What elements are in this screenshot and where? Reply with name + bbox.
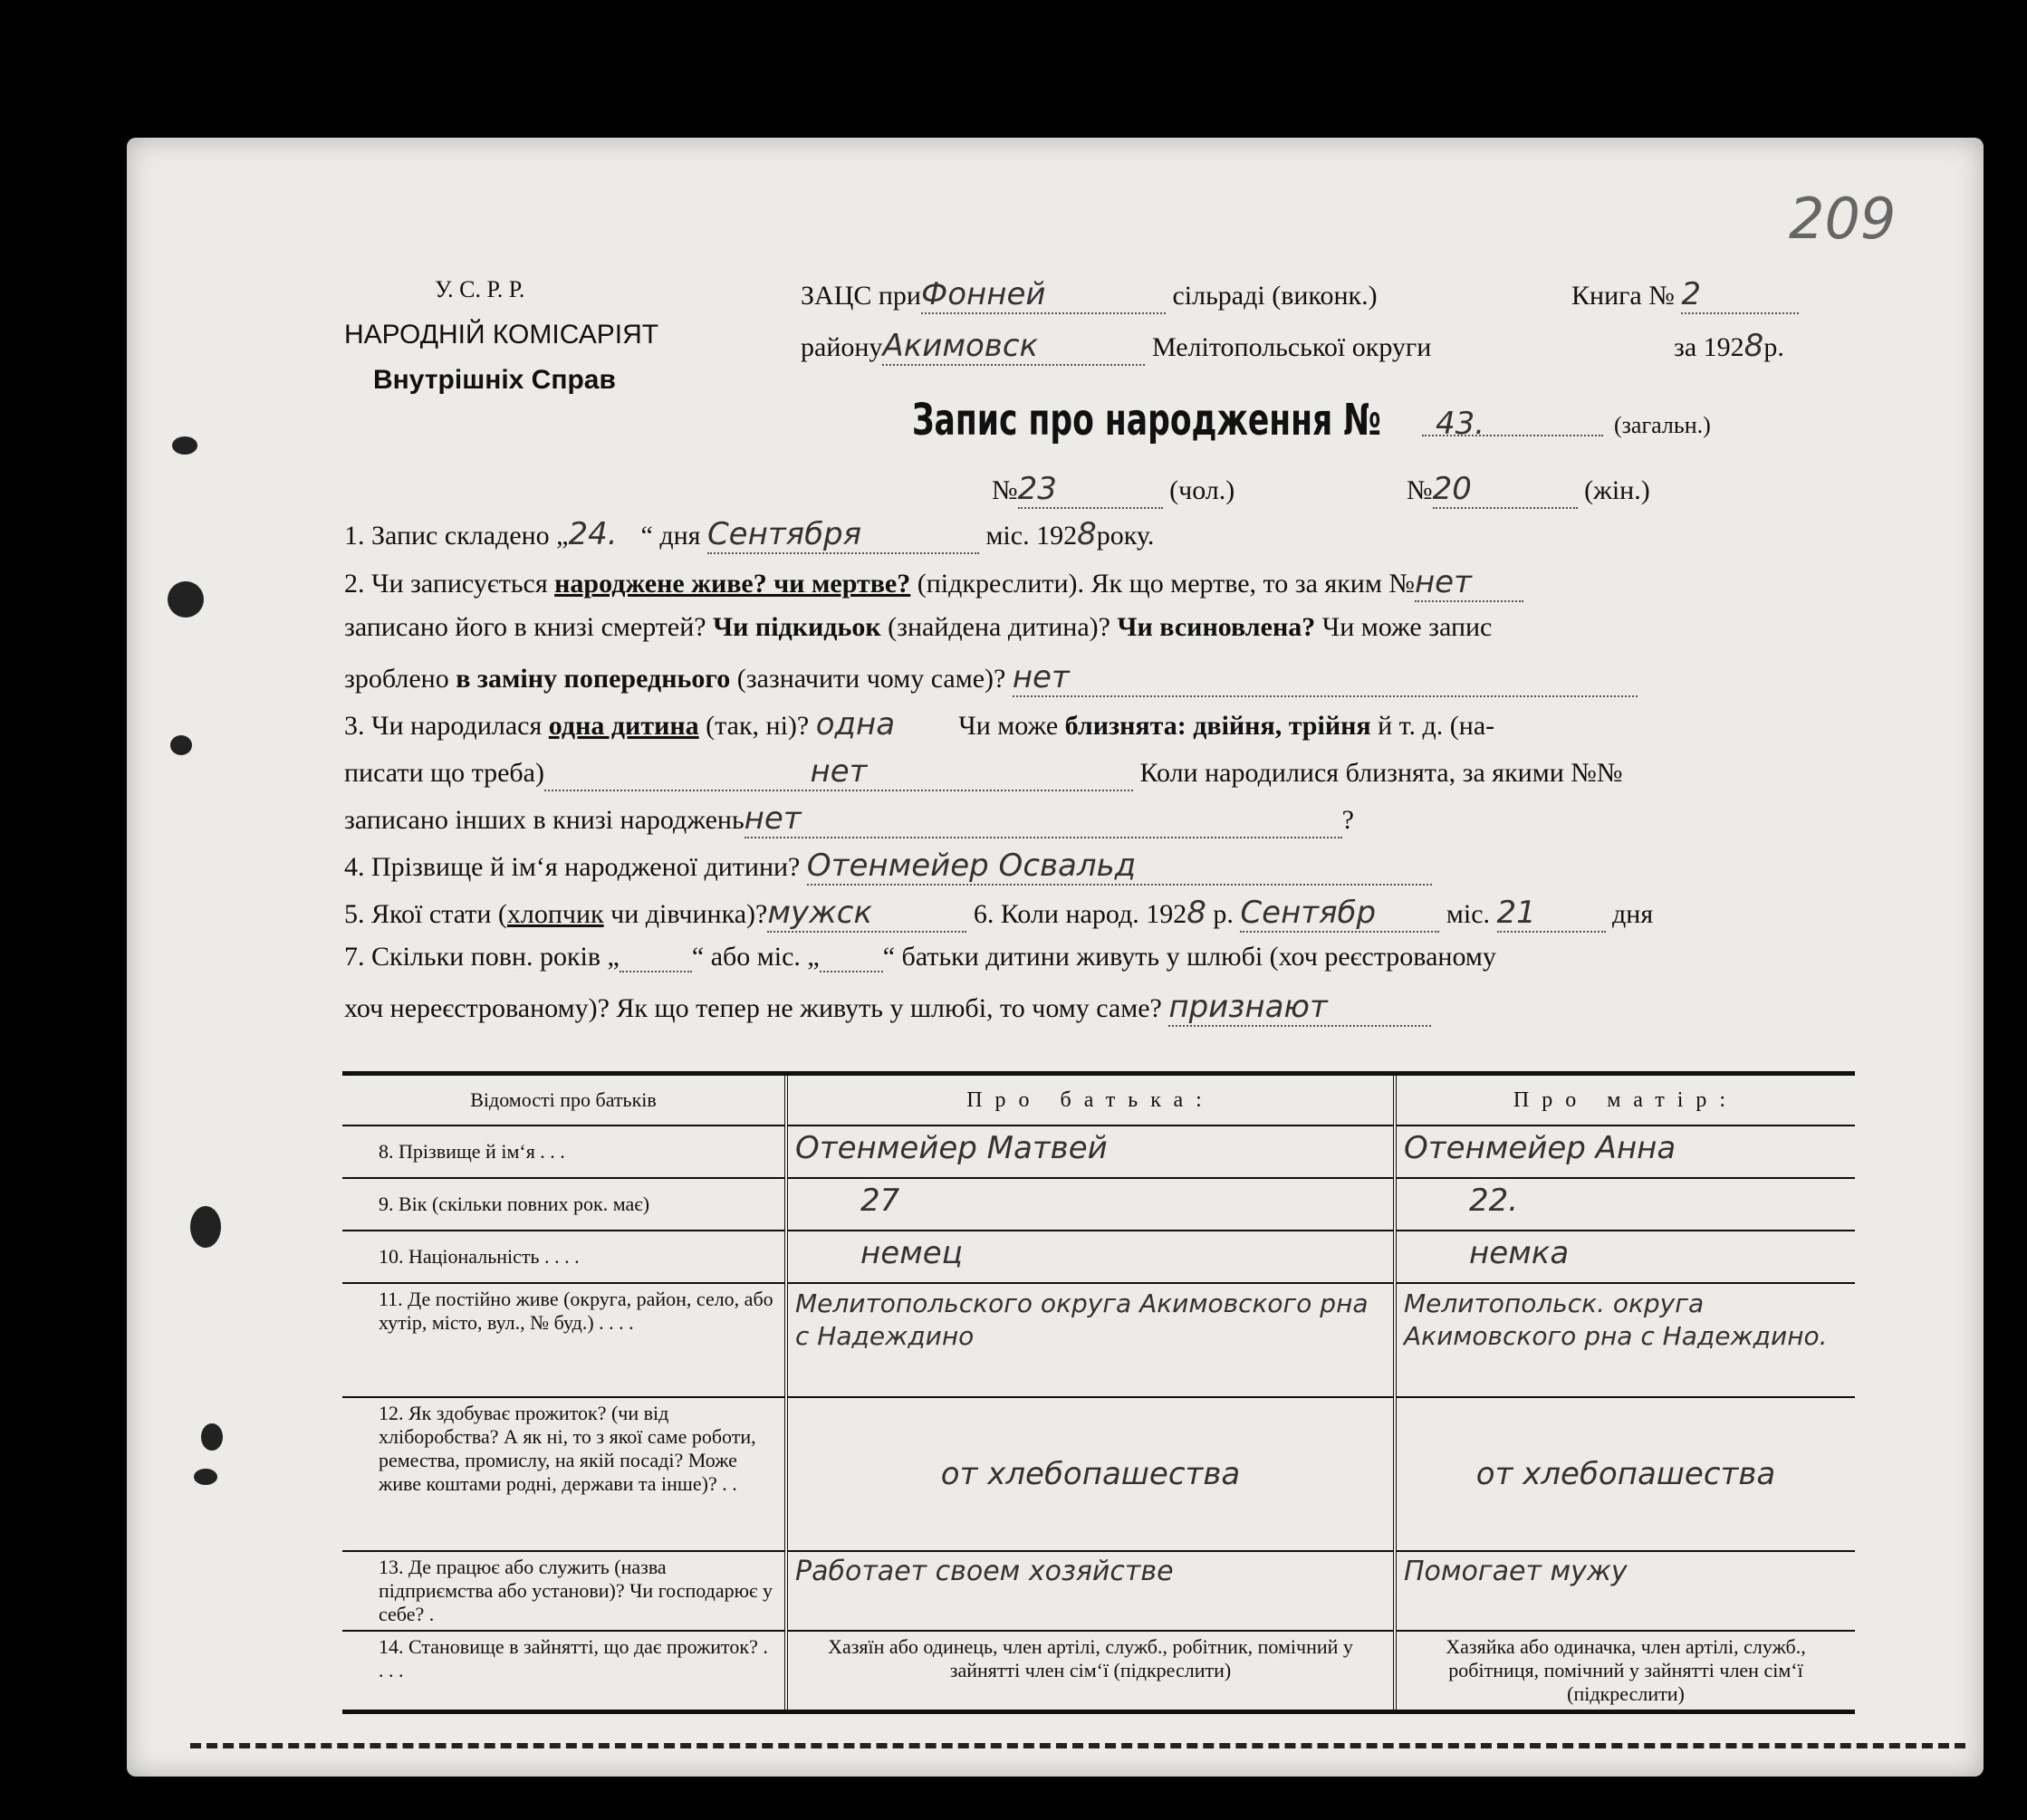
record-day-value: 24.	[568, 516, 618, 552]
line-single-child	[344, 706, 1494, 742]
record-year-value: 8	[1077, 516, 1097, 552]
l9-a: 5. Якої стати (	[344, 899, 507, 929]
registry-line-1	[801, 276, 1378, 314]
line-alive	[344, 564, 1523, 602]
row-label: 10. Національність . . . .	[342, 1231, 786, 1283]
punch-hole	[168, 581, 204, 618]
l4-c: (зазначити чому саме)?	[736, 664, 1006, 694]
line-sex-birthdate	[344, 895, 1653, 933]
l5-f: й т. д. (на-	[1378, 711, 1495, 741]
l9-e: р.	[1213, 899, 1234, 929]
l9-c: чи дівчинка)?	[610, 899, 768, 929]
page-number: 209	[1789, 186, 1897, 252]
village-council-suffix: сільраді (виконк.)	[1172, 281, 1378, 311]
mother-residence: Мелитопольск. округа Акимовского рна с Надеждино.	[1395, 1283, 1855, 1397]
female-suffix: (жін.)	[1584, 475, 1650, 505]
mother-name: Отенмейер Анна	[1395, 1126, 1855, 1178]
mother-age: 22.	[1395, 1178, 1855, 1231]
l9-g: дня	[1612, 899, 1654, 929]
l3-b: Чи підкидьок	[713, 612, 881, 642]
header-mother: Про матір:	[1395, 1074, 1855, 1126]
zags-label: ЗАЦС при	[801, 281, 921, 311]
l7-a: записано інших в книзі народжень	[344, 805, 745, 835]
perforation-line	[190, 1743, 1965, 1748]
l1-a: 1. Запис складено „	[344, 521, 569, 551]
district-value: Акимовск	[882, 328, 1145, 366]
l9-d: 6. Коли народ. 192	[973, 899, 1187, 929]
birth-year-value: 8	[1186, 895, 1206, 931]
death-record-value: нет	[1415, 564, 1523, 602]
l9-b: хлопчик	[506, 899, 604, 929]
male-label: №	[992, 475, 1018, 505]
mother-workplace: Помогает мужу	[1395, 1551, 1855, 1631]
marriage-reason-value: признают	[1168, 989, 1431, 1027]
parents-table	[342, 1071, 1855, 1714]
l3-a: записано його в книзі смертей?	[344, 612, 706, 642]
line-foundling	[344, 612, 1492, 643]
l11-a: хоч нереєстрованому)? Як що тепер не живуть у шлюбі, то чому саме?	[344, 993, 1162, 1023]
other-records-value: нет	[745, 800, 1342, 838]
table-row	[342, 1231, 1855, 1283]
punch-hole	[190, 1206, 221, 1248]
l10-b: “ або міс. „	[691, 942, 820, 972]
l1-d: року.	[1096, 521, 1155, 551]
table-row	[342, 1178, 1855, 1231]
internal-affairs-label: Внутрішніх Справ	[373, 365, 616, 395]
l1-c: міс. 192	[985, 521, 1078, 551]
l2-b: народжене живе? чи мертве?	[554, 569, 911, 599]
table-row	[342, 1397, 1855, 1551]
l5-d: Чи може	[958, 711, 1059, 741]
marriage-months-blank	[820, 945, 883, 972]
mother-occupation-status: Хазяйка або одиначка, член артілі, служб., робітниця, помічний у зайнятті член сім‘ї (підкреслити)	[1395, 1631, 1855, 1712]
punch-hole	[201, 1423, 223, 1451]
female-label: №	[1407, 475, 1433, 505]
l6-b: Коли народилися близнята, за якими №№	[1139, 758, 1623, 788]
l6-a: писати що треба)	[344, 758, 544, 788]
year-label	[1674, 328, 1784, 364]
father-workplace: Работает своем хозяйстве	[786, 1551, 1395, 1631]
l3-e: Чи може запис	[1321, 612, 1493, 642]
male-number-value: 23	[1018, 471, 1163, 509]
l3-d: Чи всиновлена?	[1117, 612, 1316, 642]
district-label: району	[801, 332, 883, 362]
mother-livelihood: от хлебопашества	[1395, 1397, 1855, 1551]
punch-hole	[170, 735, 192, 755]
book-value: 2	[1681, 276, 1799, 314]
sex-value: мужск	[767, 895, 966, 933]
l5-e: близнята: двійня, трійня	[1064, 711, 1371, 741]
line-marriage-years	[344, 942, 1496, 972]
year-suffix: р.	[1763, 332, 1784, 362]
row-label: 14. Становище в зайнятті, що дає прожиток? . . . .	[342, 1631, 786, 1712]
row-label: 12. Як здобуває прожиток? (чи від хліборобства? А як ні, то з якої саме роботи, ремества, промислу, на якій посаді? Може живе коштами родні, держави та інше)? . .	[342, 1397, 786, 1551]
table-row	[342, 1551, 1855, 1631]
document-title	[912, 395, 1381, 445]
male-number-row	[992, 471, 1234, 509]
l10-c: “ батьки дитини живуть у шлюбі (хоч реєстрованому	[882, 942, 1496, 972]
single-child-value: одна	[815, 706, 896, 742]
line-other-records	[344, 800, 1354, 838]
line-twins	[344, 753, 1623, 791]
punch-hole	[194, 1469, 217, 1485]
row-label: 8. Прізвище й ім‘я . . .	[342, 1126, 786, 1178]
l5-a: 3. Чи народилася	[344, 711, 543, 741]
year-prefix: за 192	[1674, 332, 1744, 362]
l10-a: 7. Скільки повн. років „	[344, 942, 620, 972]
marriage-years-blank	[620, 945, 692, 972]
table-row	[342, 1631, 1855, 1712]
father-age: 27	[786, 1178, 1395, 1231]
year-value: 8	[1744, 328, 1764, 364]
punch-hole	[172, 436, 197, 455]
header-father: Про батька:	[786, 1074, 1395, 1126]
record-number: 43.	[1436, 406, 1485, 442]
l2-c: (підкреслити). Як що мертве, то за яким №	[917, 569, 1415, 599]
row-label: 13. Де працює або служить (назва підприємства або установи)? Чи господарює у себе? .	[342, 1551, 786, 1631]
commissariat-label: НАРОДНІЙ КОМІСАРІЯТ	[344, 320, 659, 350]
l1-b: “ дня	[640, 521, 701, 551]
father-occupation-status: Хазяїн або одинець, член артілі, служб., робітник, помічний у зайнятті член сім‘ї (підкреслити)	[786, 1631, 1395, 1712]
row-label: 9. Вік (скільки повних рок. має)	[342, 1178, 786, 1231]
twins-value: нет	[544, 753, 1133, 791]
book-number	[1571, 276, 1799, 314]
l3-c: (знайдена дитина)?	[888, 612, 1110, 642]
record-number-line	[1422, 435, 1603, 436]
l8-a: 4. Прізвище й ім‘я народженої дитини?	[344, 852, 801, 882]
row-label: 11. Де постійно живе (округа, район, село, або хутір, місто, вул., № буд.) . . . .	[342, 1283, 786, 1397]
l7-b: ?	[1341, 805, 1354, 835]
line-child-name	[344, 848, 1432, 886]
l5-b: одна дитина	[548, 711, 699, 741]
birth-day-value: 21	[1497, 895, 1606, 933]
mother-nationality: немка	[1395, 1231, 1855, 1283]
general-label: (загальн.)	[1614, 412, 1711, 438]
female-number-row	[1407, 471, 1650, 509]
l9-f: міс.	[1446, 899, 1491, 929]
record-month-value: Сентября	[707, 516, 979, 554]
table-row	[342, 1126, 1855, 1178]
father-name: Отенмейер Матвей	[786, 1126, 1395, 1178]
table-header-row	[342, 1074, 1855, 1126]
child-name-value: Отенмейер Освальд	[807, 848, 1432, 886]
title-text: Запис про народження №	[912, 395, 1381, 445]
replacement-value: нет	[1013, 659, 1638, 697]
father-livelihood: от хлебопашества	[786, 1397, 1395, 1551]
okrug-label: Мелітопольської округи	[1151, 332, 1432, 362]
male-suffix: (чол.)	[1169, 475, 1235, 505]
birth-month-value: Сентябр	[1240, 895, 1439, 933]
registry-line-2	[801, 328, 1431, 366]
female-number-value: 20	[1433, 471, 1578, 509]
table-row	[342, 1283, 1855, 1397]
line-replacement	[344, 659, 1638, 697]
line-marriage-reason	[344, 989, 1431, 1027]
l5-c: (так, ні)?	[706, 711, 810, 741]
usrr-label: У. С. Р. Р.	[435, 276, 525, 302]
line-record-date	[344, 516, 1154, 554]
father-nationality: немец	[786, 1231, 1395, 1283]
l4-b: в заміну попереднього	[456, 664, 731, 694]
header-parents-info: Відомості про батьків	[342, 1074, 786, 1126]
village-council-value: Фонней	[921, 276, 1166, 314]
book-label: Книга №	[1571, 281, 1675, 311]
father-residence: Мелитопольского округа Акимовского рна с Надеждино	[786, 1283, 1395, 1397]
l4-a: зроблено	[344, 664, 449, 694]
l2-a: 2. Чи записується	[344, 569, 548, 599]
